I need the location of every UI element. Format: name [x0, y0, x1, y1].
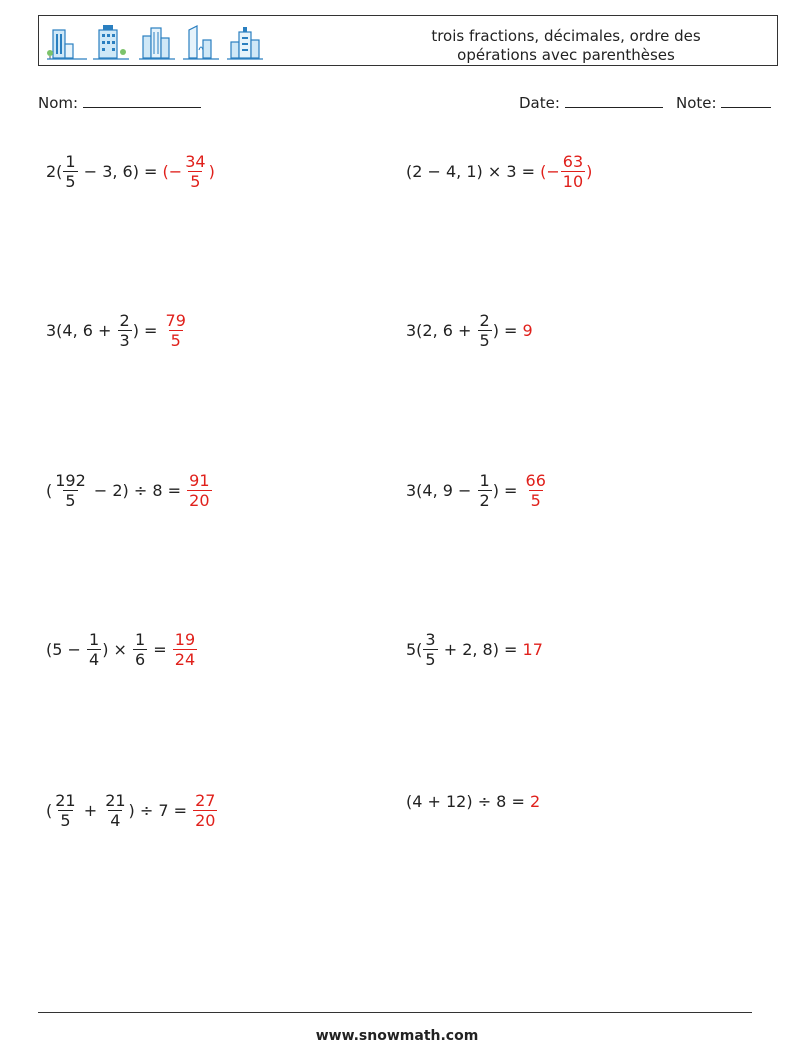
building-icon [93, 25, 129, 59]
numerator: 1 [65, 151, 76, 171]
problem-3 [46, 303, 189, 357]
expression-text: ( [46, 800, 53, 820]
denominator: 6 [135, 649, 146, 669]
fraction [53, 791, 77, 830]
expression-text: ) = [492, 480, 523, 500]
date-field [519, 93, 663, 112]
numerator: 34 [185, 151, 206, 171]
expression-text: + [78, 800, 103, 820]
building-icon [227, 27, 263, 59]
worksheet-title [401, 27, 731, 65]
fraction [133, 630, 147, 669]
problem-5 [46, 463, 213, 517]
numerator: 91 [189, 470, 210, 490]
denominator: 5 [479, 330, 490, 350]
expression-text: ) [586, 161, 593, 181]
denominator: 5 [170, 330, 181, 350]
fraction [478, 311, 492, 350]
denominator: 24 [174, 649, 196, 669]
fraction [103, 791, 127, 830]
answer [523, 640, 543, 659]
title-line-2: opérations avec parenthèses [457, 46, 675, 64]
denominator: 5 [530, 490, 541, 510]
answer [172, 630, 198, 669]
date-label: Date: [519, 94, 560, 112]
expression-text: + 2, 8) = [438, 639, 523, 659]
numerator: 1 [135, 629, 146, 649]
problem-10 [406, 774, 540, 828]
expression-text: (− [540, 161, 560, 181]
answer [530, 792, 540, 811]
footer-url: www.snowmath.com [315, 1028, 479, 1044]
denominator: 4 [89, 649, 100, 669]
expression-text: ) [208, 161, 215, 181]
expression-text: ( [46, 480, 53, 500]
numerator: 66 [525, 470, 546, 490]
expression-text: 17 [522, 639, 543, 659]
denominator: 10 [562, 171, 584, 191]
answer [523, 321, 533, 340]
numerator: 79 [165, 310, 186, 330]
building-icon [183, 26, 219, 59]
answer [163, 152, 215, 191]
expression-text: 9 [522, 320, 533, 340]
building-icon [47, 30, 87, 59]
fraction [53, 471, 88, 510]
expression-text: 3(4, 6 + [46, 320, 117, 340]
answer [163, 311, 189, 350]
expression-text: ) = [132, 320, 163, 340]
numerator: 19 [174, 629, 196, 649]
expression-text: = [148, 639, 172, 659]
expression-text: ) = [492, 320, 523, 340]
denominator: 5 [190, 171, 201, 191]
grade-label: Note: [676, 94, 717, 112]
denominator: 20 [189, 490, 210, 510]
denominator: 3 [119, 330, 130, 350]
expression-text: − 3, 6) = [78, 161, 163, 181]
fraction [187, 471, 211, 510]
problem-6 [406, 463, 549, 517]
answer [540, 152, 592, 191]
expression-text: (2 − 4, 1) × 3 = [406, 161, 541, 181]
denominator: 5 [425, 649, 436, 669]
fraction [63, 152, 77, 191]
expression-text: 3(4, 9 − [406, 480, 477, 500]
answer [186, 471, 212, 510]
denominator: 5 [60, 810, 71, 830]
numerator: 21 [105, 790, 126, 810]
problem-7 [46, 622, 198, 676]
buildings-illustration [43, 22, 267, 62]
expression-text: 5( [406, 639, 423, 659]
numerator: 1 [479, 470, 490, 490]
fraction [561, 152, 585, 191]
title-line-1: trois fractions, décimales, ordre des [431, 27, 701, 45]
numerator: 192 [55, 470, 86, 490]
fraction [118, 311, 132, 350]
footer-divider [38, 1012, 752, 1013]
fraction [524, 471, 548, 510]
expression-text: − 2) ÷ 8 = [88, 480, 187, 500]
expression-text: (4 + 12) ÷ 8 = [406, 791, 530, 811]
expression-text: 3(2, 6 + [406, 320, 477, 340]
expression-text: 2( [46, 161, 63, 181]
denominator: 5 [65, 490, 76, 510]
name-field [38, 93, 201, 112]
problem-8 [406, 622, 543, 676]
answer [523, 471, 549, 510]
problem-4 [406, 303, 533, 357]
denominator: 4 [110, 810, 121, 830]
problem-2 [406, 144, 592, 198]
name-blank[interactable] [83, 93, 201, 108]
fraction [87, 630, 101, 669]
expression-text: ) × [102, 639, 133, 659]
numerator: 21 [55, 790, 76, 810]
expression-text: 2 [529, 791, 541, 811]
expression-text: ) ÷ 7 = [128, 800, 193, 820]
fraction [173, 630, 197, 669]
expression-text: (− [162, 161, 183, 181]
date-blank[interactable] [565, 93, 663, 108]
numerator: 2 [119, 310, 130, 330]
name-label: Nom: [38, 94, 79, 112]
fraction [478, 471, 492, 510]
worksheet-header [38, 15, 778, 66]
numerator: 27 [195, 790, 216, 810]
fraction [193, 791, 217, 830]
grade-field [676, 93, 771, 112]
numerator: 3 [425, 629, 436, 649]
numerator: 2 [479, 310, 490, 330]
denominator: 5 [65, 171, 76, 191]
grade-blank[interactable] [721, 93, 771, 108]
expression-text: (5 − [46, 639, 86, 659]
denominator: 20 [195, 810, 216, 830]
answer [192, 791, 218, 830]
problem-9 [46, 783, 218, 837]
numerator: 63 [562, 151, 584, 171]
fraction [423, 630, 437, 669]
problem-1 [46, 144, 215, 198]
building-icon [139, 28, 175, 59]
denominator: 2 [479, 490, 490, 510]
fraction [183, 152, 207, 191]
fraction [164, 311, 188, 350]
numerator: 1 [89, 629, 100, 649]
